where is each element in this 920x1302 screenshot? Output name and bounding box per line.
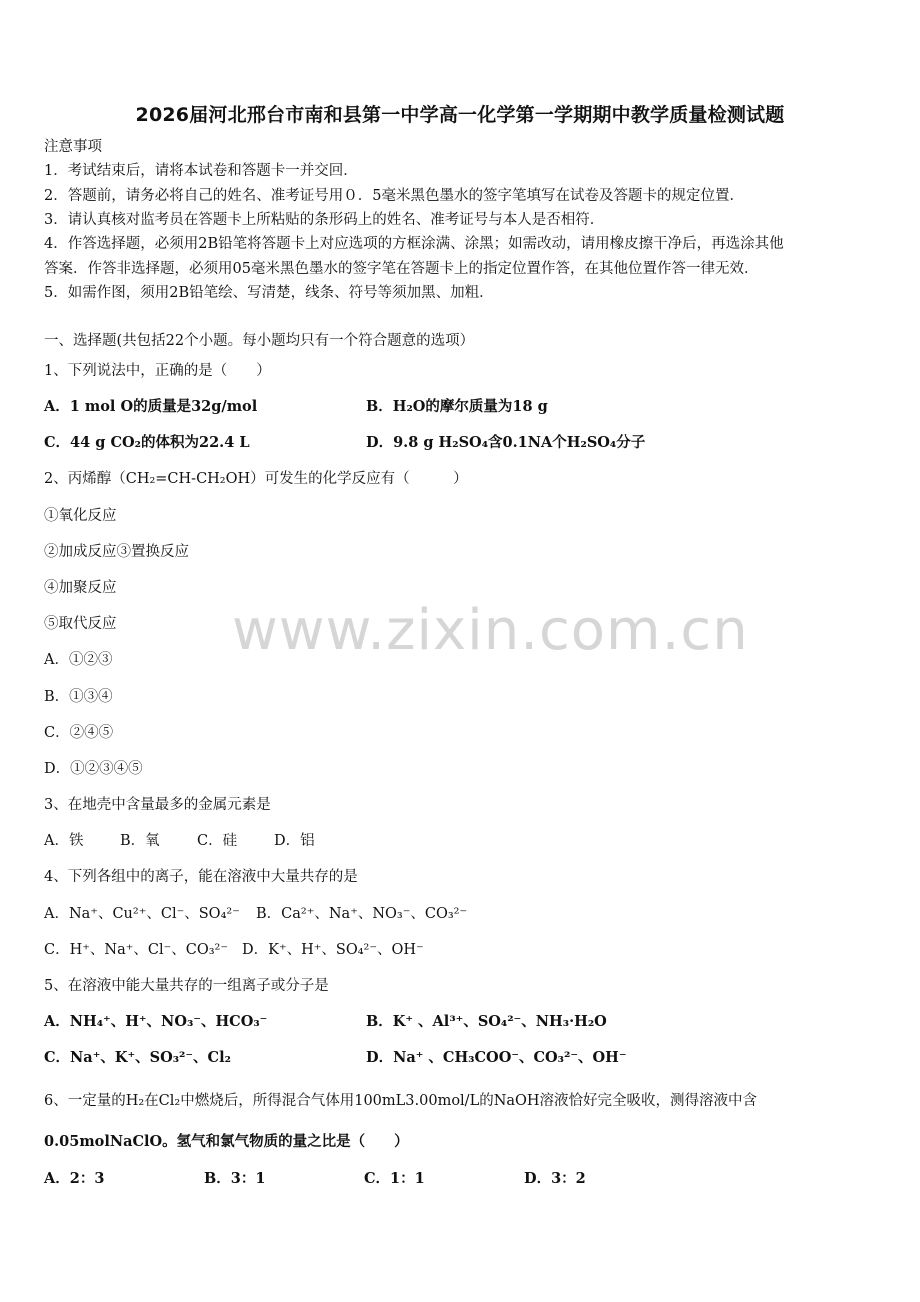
q6-option-b: B．3：1 [204,1170,266,1187]
q2-reaction-3: ④加聚反应 [44,580,117,596]
page-title: 2026届河北邢台市南和县第一中学高一化学第一学期期中教学质量检测试题 [135,104,785,126]
section-heading: 一、选择题(共包括22个小题。每小题均只有一个符合题意的选项） [44,333,475,349]
q2-option-b: B．①③④ [44,689,113,705]
notice-item-4: 4．作答选择题，必须用2B铅笔将答题卡上对应选项的方框涂满、涂黑；如需改动，请用橡皮擦干净后，再选涂其他 [44,236,784,252]
q3-stem: 3、在地壳中含量最多的金属元素是 [44,797,271,813]
q6-option-d: D．3：2 [524,1170,586,1187]
notice-item-1: 1．考试结束后，请将本试卷和答题卡一并交回． [44,163,358,179]
q3-options [44,831,315,851]
q4-option-b: B．Ca²⁺、Na⁺、NO₃⁻、CO₃²⁻ [256,906,468,922]
q2-reaction-4: ⑤取代反应 [44,616,117,632]
q6-option-a: A．2：3 [44,1170,105,1187]
q6-options [44,1169,586,1189]
q2-option-d: D．①②③④⑤ [44,761,143,777]
q4-stem: 4、下列各组中的离子，能在溶液中大量共存的是 [44,869,358,885]
q2-option-c: C．②④⑤ [44,725,114,741]
q6-stem-line-1: 6、一定量的H₂在Cl₂中燃烧后，所得混合气体用100mL3.00mol/L的NaOH溶液恰好完全吸收，测得溶液中含 [44,1093,758,1109]
q5-option-d: D．Na⁺ 、CH₃COO⁻、CO₃²⁻、OH⁻ [366,1049,627,1066]
q1-option-b: B．H₂O的摩尔质量为18 g [366,398,548,415]
watermark: www.zixin.com.cn [232,598,749,663]
notice-item-4-cont: 答案．作答非选择题，必须用05毫米黑色墨水的签字笔在答题卡上的指定位置作答，在其他位置作答一律无效． [44,261,759,277]
q3-option-a: A．铁 [44,833,84,849]
notice-item-3: 3．请认真核对监考员在答题卡上所粘贴的条形码上的姓名、准考证号与本人是否相符． [44,212,605,228]
notice-item-2: 2．答题前，请务必将自己的姓名、准考证号用０．5毫米黑色墨水的签字笔填写在试卷及答题卡的规定位置． [44,188,744,204]
q4-options-ab [44,904,467,924]
q5-stem: 5、在溶液中能大量共存的一组离子或分子是 [44,978,329,994]
q3-option-d: D．铝 [274,833,315,849]
q3-option-c: C．硅 [197,833,238,849]
q4-option-a: A．Na⁺、Cu²⁺、Cl⁻、SO₄²⁻ [44,906,240,922]
q6-option-c: C．1：1 [364,1170,425,1187]
q3-option-b: B．氧 [120,833,160,849]
notice-item-5: 5．如需作图，须用2B铅笔绘、写清楚，线条、符号等须加黑、加粗． [44,285,494,301]
q1-option-a: A．1 mol O的质量是32g/mol [44,398,258,415]
q1-option-d: D．9.8 g H₂SO₄含0.1NA个H₂SO₄分子 [366,434,646,451]
q4-options-cd [44,940,424,960]
q1-option-c: C．44 g CO₂的体积为22.4 L [44,434,250,451]
q6-stem-line-2: 0.05molNaClO。氢气和氯气物质的量之比是（ ） [44,1133,409,1150]
q2-stem: 2、丙烯醇（CH₂=CH-CH₂OH）可发生的化学反应有（ ） [44,471,468,487]
q2-reaction-1: ①氧化反应 [44,508,117,524]
q5-option-a: A．NH₄⁺、H⁺、NO₃⁻、HCO₃⁻ [44,1013,268,1030]
q1-stem: 1、下列说法中，正确的是（ ） [44,363,271,379]
q2-option-a: A．①②③ [44,652,113,668]
q5-option-c: C．Na⁺、K⁺、SO₃²⁻、Cl₂ [44,1049,231,1066]
q4-option-c: C．H⁺、Na⁺、Cl⁻、CO₃²⁻ [44,942,229,958]
notice-heading: 注意事项 [44,139,102,155]
q2-reaction-2: ②加成反应③置换反应 [44,544,189,560]
q4-option-d: D．K⁺、H⁺、SO₄²⁻、OH⁻ [242,942,424,958]
q5-option-b: B．K⁺ 、Al³⁺、SO₄²⁻、NH₃·H₂O [366,1013,607,1030]
